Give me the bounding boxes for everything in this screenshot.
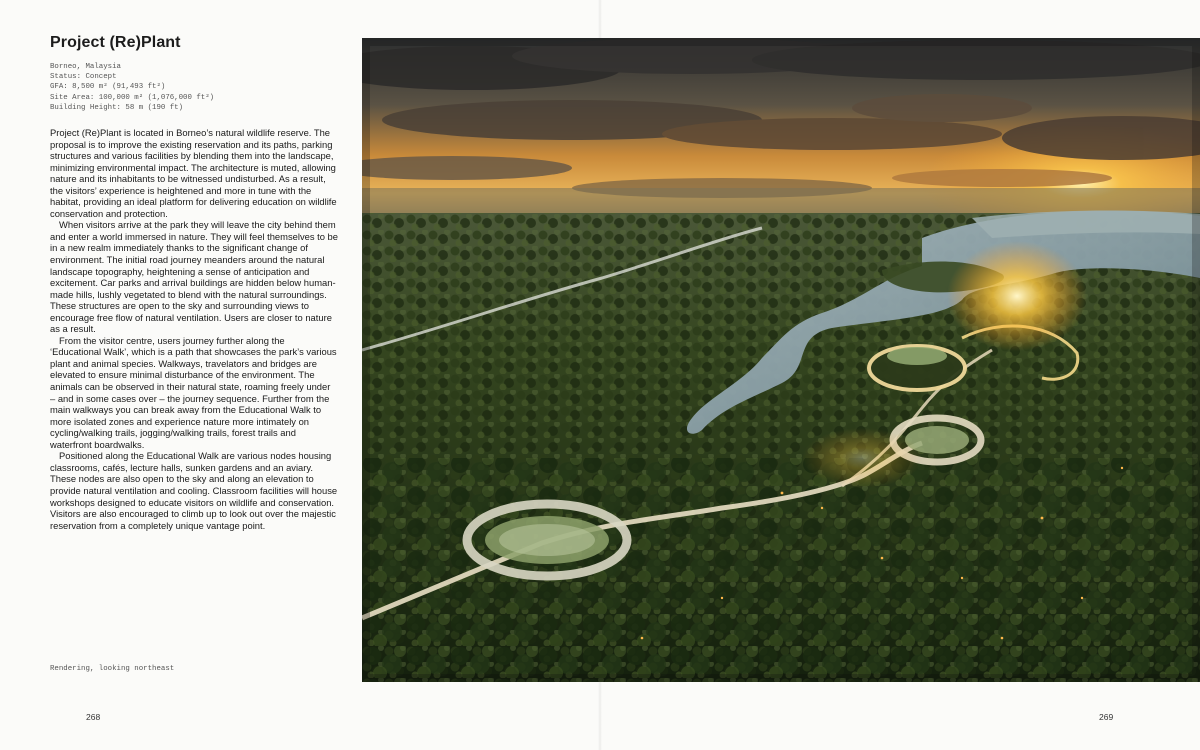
meta-location: Borneo, Malaysia (50, 63, 121, 71)
meta-building-height: Building Height: 58 m (190 ft) (50, 103, 184, 112)
project-meta (50, 62, 340, 113)
meta-gfa: GFA: 8,500 m² (91,493 ft²) (50, 83, 166, 92)
article-title: Project (Re)Plant (50, 34, 181, 51)
paragraph: When visitors arrive at the park they will leave the city behind them and enter a world immersed in nature. They will feel themselves to be in a new realm immediately thanks to the significant change of environment. The initial road journey meanders around the natural landscape topography, heightening a sense of anticipation and excitement. Car parks and arrival buildings are hidden below human-made hills, lushly vegetated to blend with the natural surroundings. These structures are open to the sky and surrounding views to encourage free flow of natural ventilation. Users are closer to nature as a result. (50, 219, 338, 335)
rendering-illustration (362, 38, 1200, 682)
paragraph: Project (Re)Plant is located in Borneo’s natural wildlife reserve. The proposal is to improve the existing reservation and its paths, parking structures and various facilities by blending them into the landscape, minimizing environmental impact. The architecture is muted, allowing nature and its inhabitants to be witnessed undisturbed. As a result, the visitors’ experience is heightened and more in tune with the habitat, providing an ideal platform for delivering education on wildlife conservation and protection. (50, 127, 337, 219)
article-body (50, 127, 338, 531)
page-number-right: 269 (1099, 712, 1114, 722)
meta-site-area: Site Area: 100,000 m² (1,076,000 ft²) (50, 93, 215, 102)
forest-foreground (362, 458, 1200, 682)
paragraph: Positioned along the Educational Walk are various nodes housing classrooms, cafés, lecture halls, sunken gardens and an aviary. These nodes are also open to the sky and along an elevation to provide natural ventilation and cooling. Classroom facilities will house workshops designed to educate visitors on wildlife and conservation. Visitors are also encouraged to climb up to look out over the majestic reservation from a completely unique vantage point. (50, 450, 338, 531)
paragraph: From the visitor centre, users journey further along the ‘Educational Walk’, which is a path that showcases the park’s various plant and animal species. Walkways, travelators and bridges are elevated to ensure minimal disturbance of the environment. The animals can be observed in their natural state, roaming freely under – and in some cases over – the journey sequence. Further from the main walkways you can break away from the Educational Walk to more isolated zones and experience nature more intimately on cycling/walking trails, jogging/walking trails, forest trails and waterfront boardwalks. (50, 334, 337, 450)
aerial-rendering (362, 38, 1200, 682)
central-light (947, 241, 1087, 351)
node-upper (869, 346, 965, 390)
image-caption: Rendering, looking northeast (50, 665, 175, 673)
meta-status: Status: Concept (50, 73, 117, 82)
page-number-left: 268 (86, 712, 101, 722)
walkway-light (802, 428, 922, 488)
